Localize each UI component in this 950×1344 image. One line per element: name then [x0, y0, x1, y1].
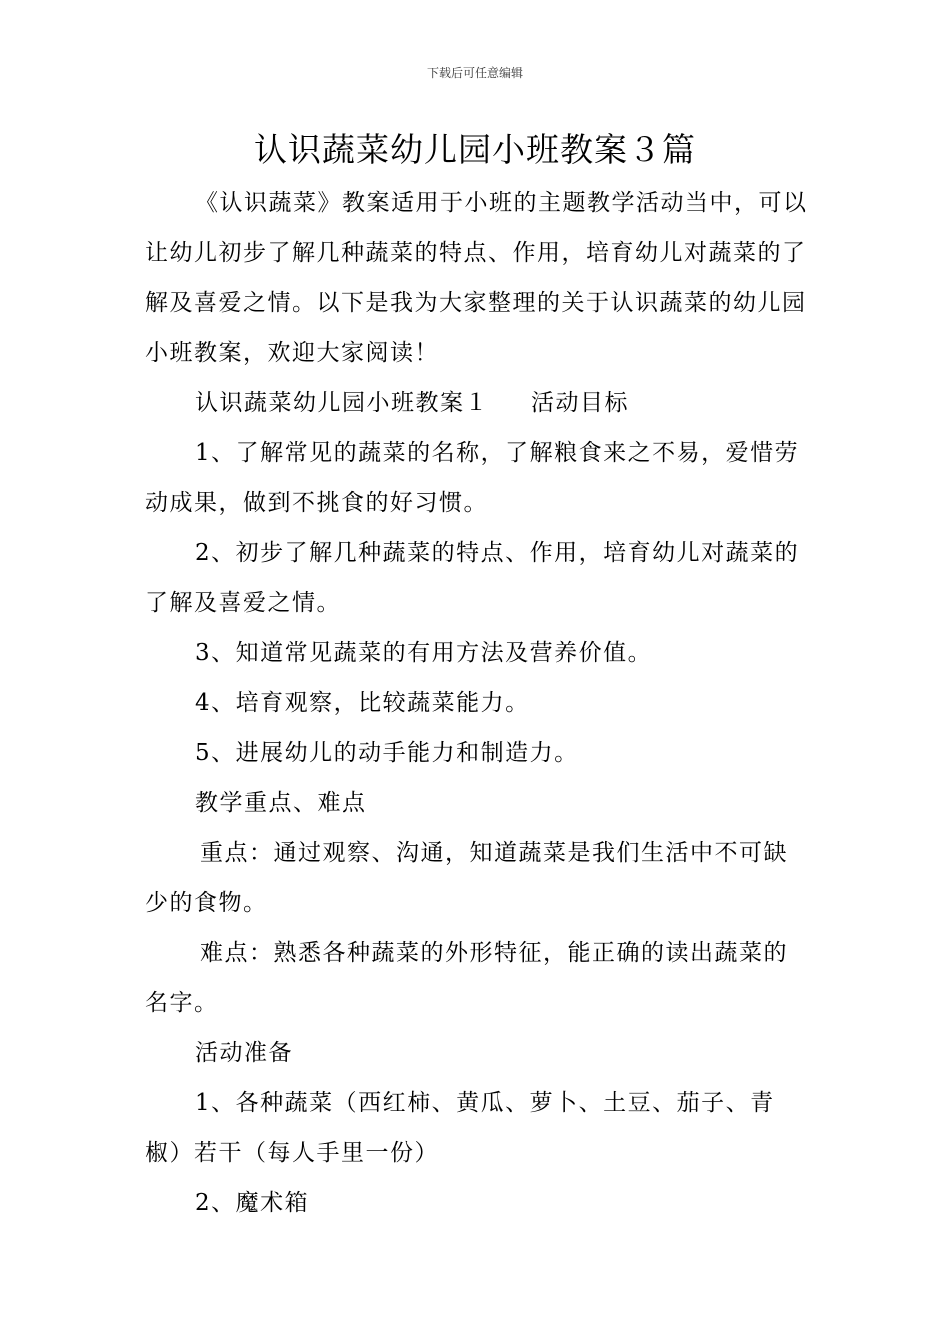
goal-item: 3、知道常见蔬菜的有用方法及营养价值。	[195, 640, 653, 666]
goal-item: 1、了解常见的蔬菜的名称，了解粮食来之不易，爱惜劳动成果，做到不挑食的好习惯。	[145, 440, 800, 516]
document-body	[145, 178, 810, 1228]
goals-heading: 活动目标	[531, 390, 629, 416]
key-points-heading: 教学重点、难点	[195, 790, 367, 816]
goal-item: 4、培育观察，比较蔬菜能力。	[195, 690, 530, 716]
document-title: 认识蔬菜幼儿园小班教案３篇	[254, 130, 696, 169]
intro-paragraph: 《认识蔬菜》教案适用于小班的主题教学活动当中，可以让幼儿初步了解几种蔬菜的特点、作用，培育幼儿对蔬菜的了解及喜爱之情。以下是我为大家整理的关于认识蔬菜的幼儿园小班教案，欢迎大家阅读！	[145, 190, 808, 366]
goal-item: 2、初步了解几种蔬菜的特点、作用，培育幼儿对蔬菜的了解及喜爱之情。	[145, 540, 800, 616]
prep-heading: 活动准备	[195, 1040, 293, 1066]
key-point-paragraph: 重点：通过观察、沟通，知道蔬菜是我们生活中不可缺少的食物。	[145, 840, 788, 916]
goal-item: 5、进展幼儿的动手能力和制造力。	[195, 740, 579, 766]
page-header: 下载后可任意编辑	[426, 66, 523, 80]
prep-item: 1、各种蔬菜（西红柿、黄瓜、萝卜、土豆、茄子、青椒）若干（每人手里一份）	[145, 1090, 775, 1166]
difficult-point-paragraph: 难点：熟悉各种蔬菜的外形特征，能正确的读出蔬菜的名字。	[145, 940, 788, 1016]
section-heading-line	[145, 378, 810, 428]
prep-item: 2、魔术箱	[195, 1190, 310, 1216]
section1-title: 认识蔬菜幼儿园小班教案１	[195, 390, 489, 416]
